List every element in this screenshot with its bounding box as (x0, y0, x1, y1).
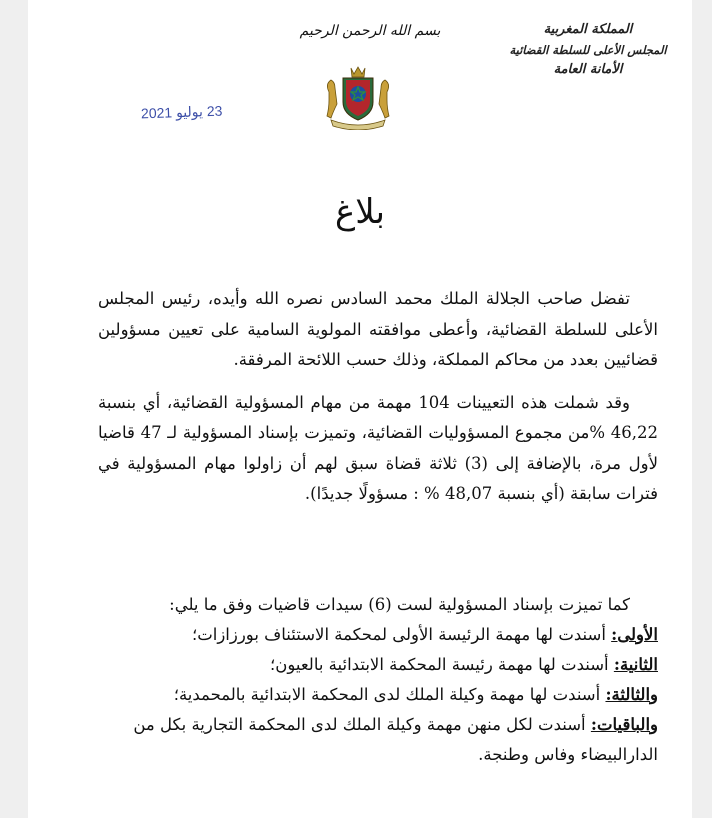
list-item (98, 650, 658, 680)
list-item (98, 620, 658, 650)
list-item-text: أسندت لها مهمة رئيسة المحكمة الابتدائية بالعيون؛ (269, 655, 614, 674)
kingdom-name: المملكة المغربية (543, 22, 633, 37)
secretariat-name: الأمانة العامة (553, 62, 623, 77)
basmala-text: بسم الله الرحمن الرحيم (299, 23, 441, 39)
basmala-header (280, 20, 460, 42)
council-name: المجلس الأعلى للسلطة القضائية (509, 43, 667, 57)
list-intro: كما تميزت بإسناد المسؤولية لست (6) سيدات قاضيات وفق ما يلي: (169, 595, 630, 614)
list-item (98, 710, 658, 770)
list-item-text: أسندت لكل منهن مهمة وكيلة الملك لدى المحكمة التجارية بكل من الدارالبيضاء وفاس وطنجة. (133, 715, 658, 764)
list-item-label: الثانية: (613, 655, 658, 674)
list-item-label: الأولى: (611, 625, 658, 644)
communique-body (98, 284, 658, 522)
paragraph-1: تفضل صاحب الجلالة الملك محمد السادس نصره الله وأيده، رئيس المجلس الأعلى للسلطة القضائية، وأعطى موافقته المولوية السامية على تعيين مسؤولين قضائيين بعدد من محاكم المملكة، وذلك حسب اللائحة المرفقة. (98, 289, 658, 369)
list-item (98, 680, 658, 710)
list-item-text: أسندت لها مهمة وكيلة الملك لدى المحكمة الابتدائية بالمحمدية؛ (173, 685, 606, 704)
date-stamp: 23 يوليو 2021 (140, 102, 223, 122)
moroccan-coat-of-arms-icon (321, 64, 395, 130)
document-page (28, 0, 692, 818)
appointments-list (98, 590, 658, 770)
document-title: بلاغ (334, 192, 386, 232)
list-item-text: أسندت لها مهمة الرئيسة الأولى لمحكمة الاستئناف بورزازات؛ (191, 625, 612, 644)
paragraph-2: وقد شملت هذه التعيينات 104 مهمة من مهام المسؤولية القضائية، أي بنسبة 46,22 %من مجموع المسؤوليات القضائية، وتميزت بإسناد المسؤولية لـ 47 قاضيا لأول مرة، بالإضافة إلى (3) ثلاثة قضاة سبق لهم أن زاولوا مهام المسؤولية في فترات سابقة (أي بنسبة 48,07 % : مسؤولًا جديدًا). (98, 392, 659, 503)
list-item-label: والباقيات: (590, 715, 658, 734)
list-item-label: والثالثة: (605, 685, 658, 704)
organization-header (508, 20, 668, 80)
